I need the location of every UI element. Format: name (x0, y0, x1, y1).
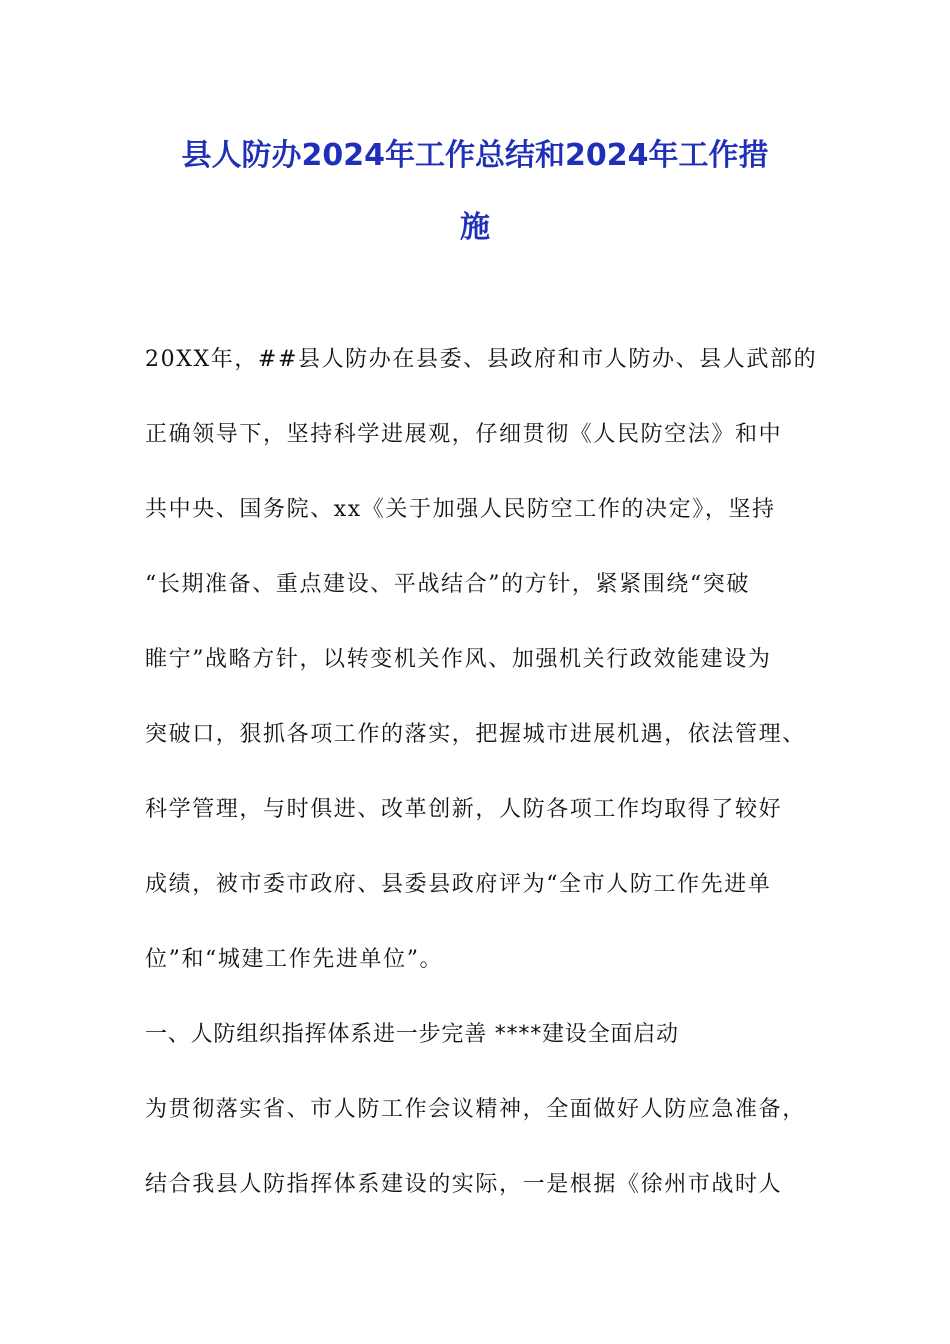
paragraph-1-line-6: 突破口，狠抓各项工作的落实，把握城市进展机遇，依法管理、 (145, 722, 806, 747)
paragraph-1-line-3: 共中央、国务院、xx《关于加强人民防空工作的决定》，坚持 (145, 497, 776, 522)
paragraph-2-line-2: 结合我县人防指挥体系建设的实际，一是根据《徐州市战时人 (145, 1172, 783, 1197)
paragraph-1-line-2: 正确领导下，坚持科学进展观，仔细贯彻《人民防空法》和中 (145, 422, 783, 447)
paragraph-1-line-8: 成绩，被市委市政府、县委县政府评为“全市人防工作先进单 (145, 872, 772, 897)
paragraph-1-line-7: 科学管理，与时俱进、改革创新，人防各项工作均取得了较好 (145, 797, 783, 822)
paragraph-1-line-5: 睢宁”战略方针，以转变机关作风、加强机关行政效能建设为 (145, 647, 772, 672)
paragraph-2-line-1: 为贯彻落实省、市人防工作会议精神，全面做好人防应急准备， (145, 1097, 806, 1122)
document-title-line-1: 县人防办2024年工作总结和2024年工作措 (181, 138, 769, 173)
paragraph-1-line-9: 位”和“城建工作先进单位”。 (145, 947, 444, 972)
section-1-heading: 一、人防组织指挥体系进一步完善 ****建设全面启动 (145, 1022, 679, 1047)
document-title-line-2: 施 (460, 210, 490, 245)
paragraph-1-line-4: “长期准备、重点建设、平战结合”的方针，紧紧围绕“突破 (145, 572, 750, 597)
paragraph-1-line-1: 20XX年，##县人防办在县委、县政府和市人防办、县人武部的 (145, 347, 818, 372)
